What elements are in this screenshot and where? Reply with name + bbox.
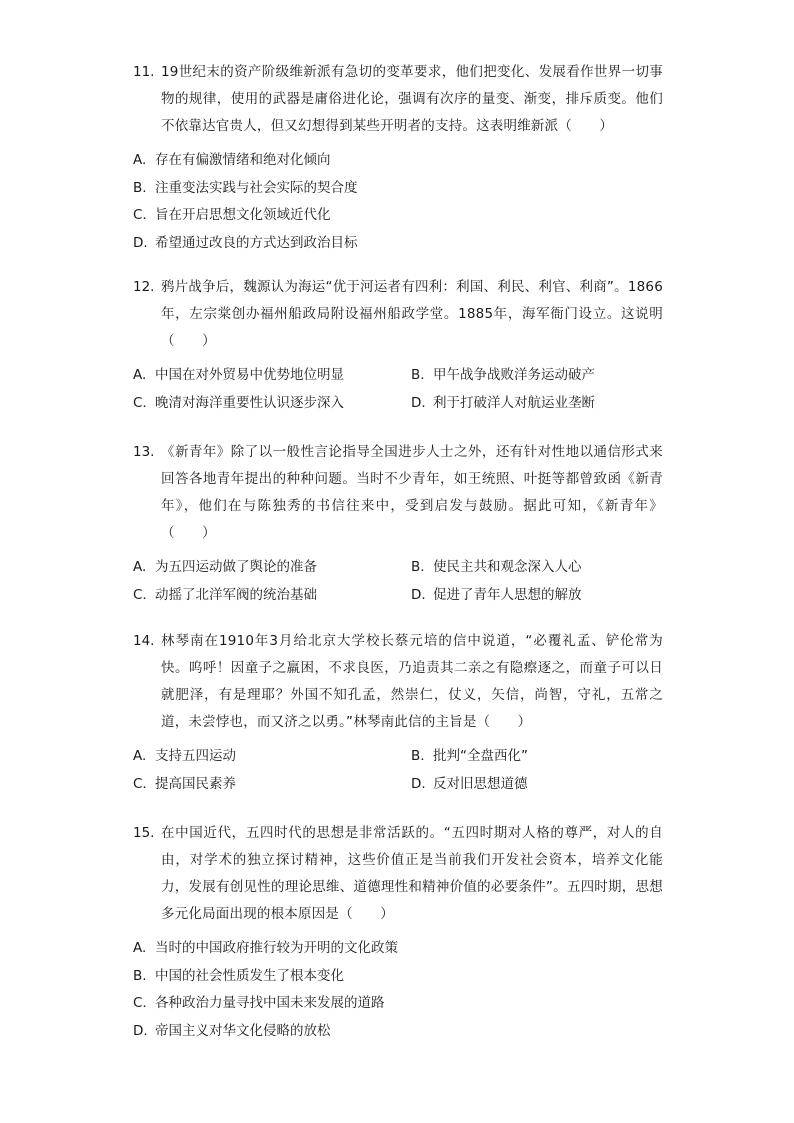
option-letter: D. (411, 586, 426, 603)
option-text: 中国在对外贸易中优势地位明显 (155, 367, 344, 383)
option-list (133, 935, 663, 1045)
option-letter: D. (411, 775, 426, 792)
option-text: 反对旧思想道德 (433, 775, 528, 792)
option-text: 晚清对海洋重要性认识逐步深入 (155, 394, 344, 411)
option-letter: B. (411, 559, 425, 575)
question-stem (133, 820, 663, 928)
question-text: 19世纪末的资产阶级维新派有急切的变革要求，他们把变化、发展看作世界一切事物的规律，使用的武器是庸俗进化论，强调有次序的量变、渐变，排斥质变。他们不依靠达官贵人，但又幻想得到某些开明者的支持。这表明维新派（ ） (161, 64, 663, 134)
option-d[interactable] (411, 771, 663, 799)
option-text: 支持五四运动 (155, 748, 236, 764)
option-letter: A. (133, 367, 147, 383)
option-a[interactable] (133, 554, 411, 582)
question-14 (133, 628, 663, 798)
option-c[interactable] (133, 771, 411, 799)
option-d[interactable] (133, 1018, 663, 1046)
question-15 (133, 820, 663, 1045)
option-a[interactable] (133, 743, 411, 771)
option-text: 希望通过改良的方式达到政治目标 (155, 234, 358, 251)
option-text: 各种政治力量寻找中国未来发展的道路 (155, 995, 385, 1011)
option-text: 提高国民素养 (155, 775, 236, 792)
option-letter: B. (411, 748, 425, 764)
question-13 (133, 439, 663, 609)
option-d[interactable] (133, 230, 663, 258)
option-d[interactable] (411, 582, 663, 610)
option-letter: C. (133, 394, 147, 411)
option-c[interactable] (133, 990, 663, 1018)
option-list (133, 554, 663, 609)
option-text: 甲午战争战败洋务运动破产 (433, 367, 595, 383)
question-11 (133, 59, 663, 257)
question-number: 15. (133, 825, 155, 841)
question-stem (133, 439, 663, 547)
option-c[interactable] (133, 202, 663, 230)
option-text: 使民主共和观念深入人心 (433, 559, 582, 575)
option-letter: D. (133, 1022, 148, 1039)
option-b[interactable] (411, 362, 663, 390)
question-stem (133, 59, 663, 140)
option-letter: D. (133, 234, 148, 251)
question-stem (133, 274, 663, 355)
option-text: 利于打破洋人对航运业垄断 (433, 394, 595, 411)
option-text: 为五四运动做了舆论的准备 (155, 559, 317, 575)
option-letter: B. (411, 367, 425, 383)
question-number: 11. (133, 64, 155, 80)
option-c[interactable] (133, 390, 411, 418)
option-letter: A. (133, 559, 147, 575)
option-letter: C. (133, 775, 147, 792)
option-text: 旨在开启思想文化领域近代化 (155, 207, 331, 223)
option-d[interactable] (411, 390, 663, 418)
option-a[interactable] (133, 935, 663, 963)
option-c[interactable] (133, 582, 411, 610)
option-text: 帝国主义对华文化侵略的放松 (155, 1022, 331, 1039)
option-text: 批判“全盘西化” (433, 748, 528, 764)
option-letter: C. (133, 586, 147, 603)
option-a[interactable] (133, 147, 663, 175)
option-letter: B. (133, 179, 147, 196)
option-letter: C. (133, 207, 147, 223)
option-letter: A. (133, 748, 147, 764)
option-text: 中国的社会性质发生了根本变化 (155, 967, 344, 984)
option-text: 当时的中国政府推行较为开明的文化政策 (155, 940, 398, 956)
question-number: 12. (133, 279, 155, 295)
option-b[interactable] (411, 554, 663, 582)
option-text: 注重变法实践与社会实际的契合度 (155, 179, 358, 196)
option-letter: B. (133, 967, 147, 984)
option-a[interactable] (133, 362, 411, 390)
option-letter: A. (133, 940, 147, 956)
option-letter: A. (133, 152, 147, 168)
option-text: 促进了青年人思想的解放 (433, 586, 582, 603)
option-text: 存在有偏激情绪和绝对化倾向 (155, 152, 331, 168)
option-list (133, 743, 663, 798)
option-b[interactable] (133, 963, 663, 991)
question-text: 《新青年》除了以一般性言论指导全国进步人士之外，还有针对性地以通信形式来回答各地青年提出的种种问题。当时不少青年，如王统照、叶挺等都曾致函《新青年》，他们在与陈独秀的书信往来中，受到启发与鼓励。据此可知，《新青年》（ ） (161, 444, 663, 541)
question-number: 13. (133, 444, 155, 460)
option-list (133, 147, 663, 257)
option-letter: D. (411, 394, 426, 411)
question-text: 鸦片战争后，魏源认为海运“优于河运者有四利：利国、利民、利官、利商”。1866年，左宗棠创办福州船政局附设福州船政学堂。1885年，海军衙门设立。这说明（ ） (161, 279, 663, 349)
question-text: 林琴南在1910年3月给北京大学校长蔡元培的信中说道，“必覆礼孟、铲伦常为快。呜呼！因童子之羸困，不求良医，乃追责其二亲之有隐瘵逐之，而童子可以日就肥泽，有是理耶？外国不知孔孟，然崇仁，仗义，矢信，尚智，守礼，五常之道，未尝悖也，而又济之以勇。”林琴南此信的主旨是（ ） (161, 633, 663, 730)
question-12 (133, 274, 663, 417)
question-text: 在中国近代，五四时代的思想是非常活跃的。“五四时期对人格的尊严，对人的自由，对学术的独立探讨精神，这些价值正是当前我们开发社会资本，培养文化能力，发展有创见性的理论思维、道德理性和精神价值的必要条件”。五四时期，思想多元化局面出现的根本原因是（ ） (161, 825, 663, 922)
question-stem (133, 628, 663, 736)
option-b[interactable] (411, 743, 663, 771)
option-list (133, 362, 663, 417)
option-b[interactable] (133, 175, 663, 203)
question-number: 14. (133, 633, 155, 649)
option-text: 动摇了北洋军阀的统治基础 (155, 586, 317, 603)
option-letter: C. (133, 995, 147, 1011)
